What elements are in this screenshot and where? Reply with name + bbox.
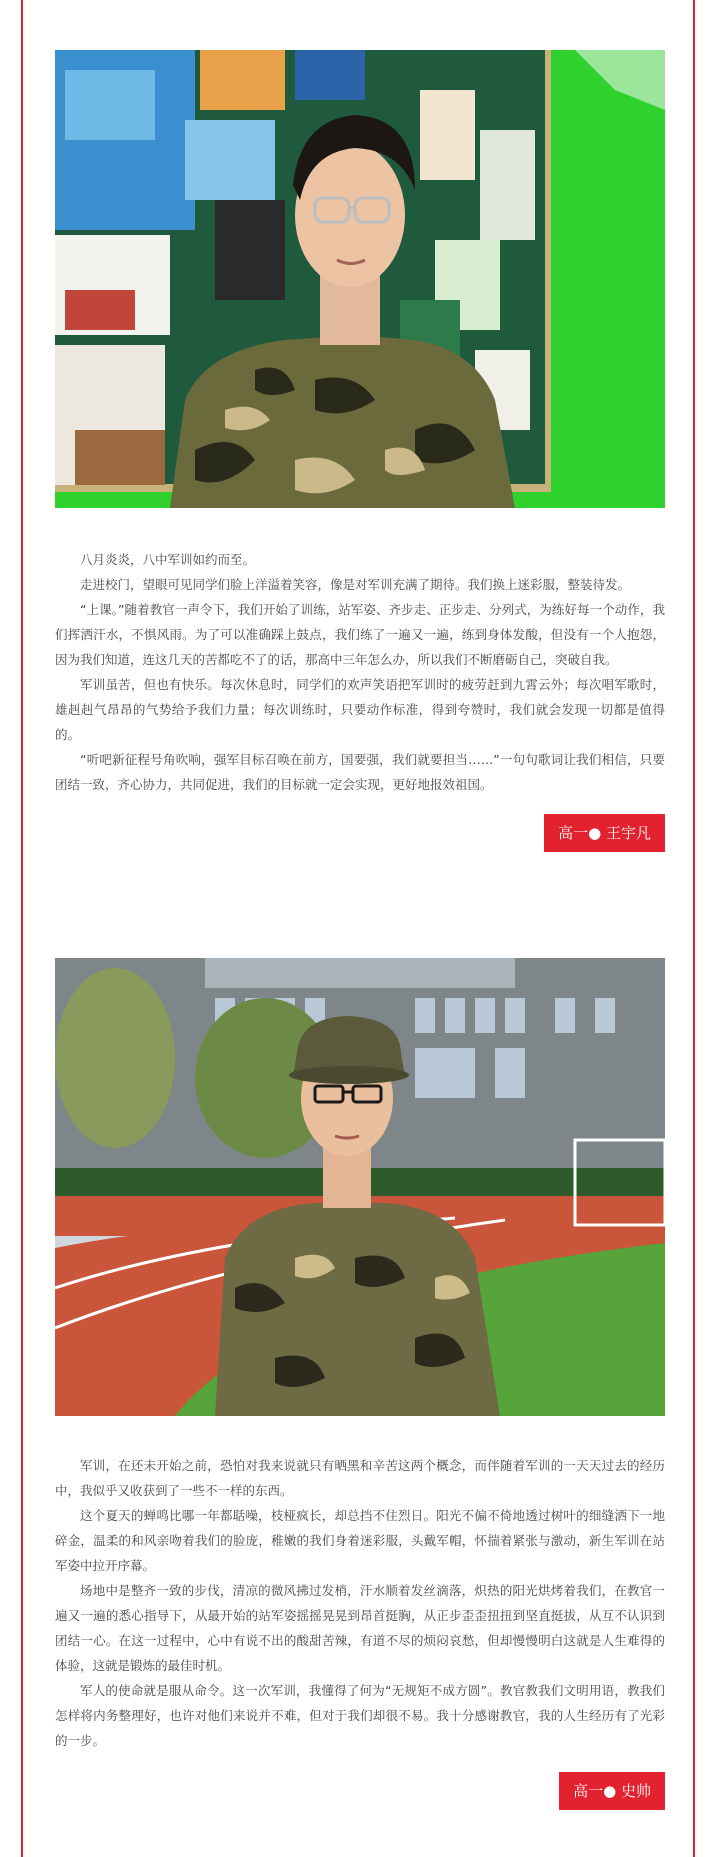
paragraph: 军训虽苦，但也有快乐。每次休息时，同学们的欢声笑语把军训时的疲劳赶到九霄云外；每次唱军歌时，雄赳赳气昂昂的气势给予我们力量；每次训练时，只要动作标准，得到夸赞时，我们就会发现一切都是值得的。 — [55, 677, 665, 742]
student-photo-2 — [55, 958, 665, 1416]
student-photo-1 — [55, 50, 665, 508]
paragraph: 这个夏天的蝉鸣比哪一年都聒噪，枝桠疯长，却总挡不住烈日。阳光不偏不倚地透过树叶的细缝洒下一地碎金，温柔的和风亲吻着我们的脸庞，稚嫩的我们身着迷彩服，头戴军帽，怀揣着紧张与激动，新生军训在站军姿中拉开序幕。 — [55, 1508, 665, 1573]
paragraph: 军训，在还未开始之前，恐怕对我来说就只有晒黑和辛苦这两个概念，而伴随着军训的一天天过去的经历中，我似乎又收获到了一些不一样的东西。 — [55, 1458, 665, 1498]
paragraph: 军人的使命就是服从命令。这一次军训，我懂得了何为“无规矩不成方圆”。教官教我们文明用语，教我们怎样将内务整理好，也许对他们来说并不难，但对于我们却很不易。我十分感谢教官，我的人生经历有了光彩的一步。 — [55, 1683, 665, 1748]
paragraph: “上课。”随着教官一声令下，我们开始了训练，站军姿、齐步走、正步走、分列式，为练好每一个动作，我们挥洒汗水，不惧风雨。为了可以准确踩上鼓点，我们练了一遍又一遍，练到身体发酸，但没有一个人抱怨，因为我们知道，连这几天的苦都吃不了的话，那高中三年怎么办，所以我们不断磨砺自己，突破自我。 — [55, 602, 665, 667]
paragraph: “听吧新征程号角吹响，强军目标召唤在前方，国要强，我们就要担当……”一句句歌词让我们相信，只要团结一致，齐心协力，共同促进，我们的目标就一定会实现，更好地报效祖国。 — [55, 752, 665, 792]
paragraph: 场地中是整齐一致的步伐，清凉的微风拂过发梢，汗水顺着发丝滴落，炽热的阳光烘烤着我们，在教官一遍又一遍的悉心指导下，从最开始的站军姿摇摇晃晃到昂首挺胸，从正步歪歪扭扭到坚直挺拔，从互不认识到团结一心。在这一过程中，心中有说不出的酸甜苦辣，有道不尽的烦闷哀愁，但却慢慢明白这就是人生难得的体验，这就是锻炼的最佳时机。 — [55, 1583, 665, 1673]
author-signature-1: 高一● 王宇凡 — [544, 814, 665, 852]
author-signature-2: 高一● 史帅 — [559, 1772, 665, 1810]
article-body-2 — [55, 1453, 665, 1753]
article-body-1 — [55, 547, 665, 797]
paragraph: 八月炎炎，八中军训如约而至。 — [80, 552, 256, 567]
paragraph: 走进校门，望眼可见同学们脸上洋溢着笑容，像是对军训充满了期待。我们换上迷彩服，整装待发。 — [80, 577, 631, 592]
